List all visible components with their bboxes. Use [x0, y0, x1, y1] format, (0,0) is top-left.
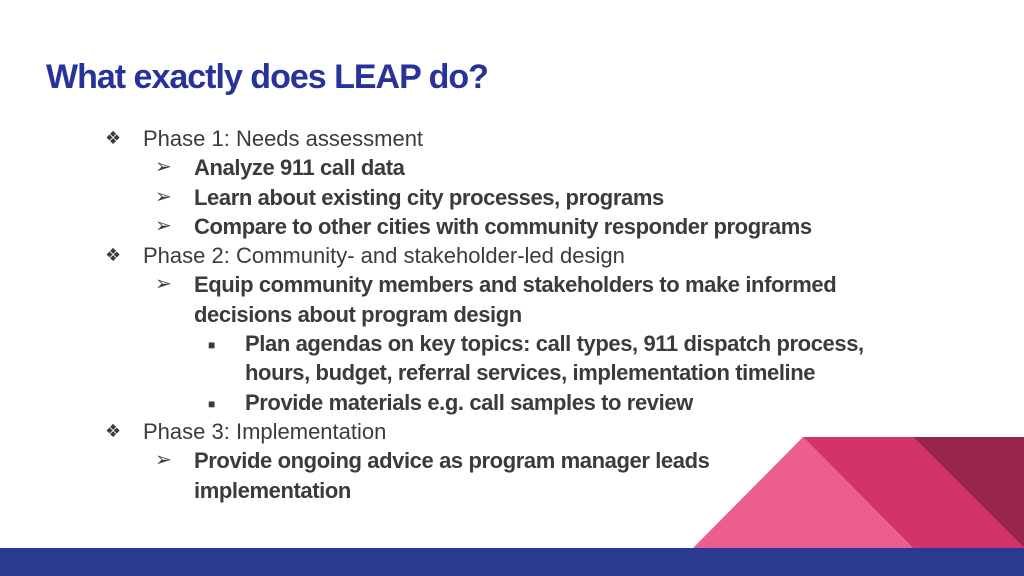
sub-bullet [105, 270, 945, 299]
sub-bullet-continuation: implementation [194, 477, 351, 503]
square-bullet-icon: ■ [208, 338, 215, 353]
sub-bullet [105, 446, 945, 475]
sub-bullet [105, 183, 945, 212]
arrow-bullet-icon: ➢ [155, 185, 172, 208]
diamond-bullet-icon: ❖ [105, 245, 122, 266]
sub-sub-bullet [105, 329, 945, 358]
bullet-text: Compare to other cities with community responder programs [194, 213, 812, 239]
arrow-bullet-icon: ➢ [155, 214, 172, 237]
arrow-bullet-icon: ➢ [155, 273, 172, 296]
footer-bar [0, 548, 1024, 576]
sub-bullet-continuation: decisions about program design [194, 301, 522, 327]
sub-sub-bullet-continuation: hours, budget, referral services, implementation timeline [245, 360, 816, 386]
bullet-list [105, 124, 945, 505]
bullet-phase-2 [105, 241, 945, 270]
bullet-text: Provide ongoing advice as program manager leads [194, 448, 710, 474]
diamond-bullet-icon: ❖ [105, 420, 122, 441]
bullet-text: Plan agendas on key topics: call types, 911 dispatch process, [245, 331, 864, 357]
bullet-text: Equip community members and stakeholders to make informed [194, 272, 837, 298]
sub-bullet [105, 212, 945, 241]
arrow-bullet-icon: ➢ [155, 449, 172, 472]
bullet-text: Analyze 911 call data [194, 155, 405, 181]
arrow-bullet-icon: ➢ [155, 156, 172, 179]
diamond-bullet-icon: ❖ [105, 128, 122, 148]
bullet-text: Learn about existing city processes, programs [194, 184, 664, 210]
sub-sub-bullet [105, 388, 945, 417]
bullet-text: Phase 1: Needs assessment [143, 126, 424, 151]
bullet-phase-3 [105, 417, 945, 446]
square-bullet-icon: ■ [208, 396, 215, 411]
bullet-text: Provide materials e.g. call samples to review [245, 389, 693, 415]
bullet-text: Phase 2: Community- and stakeholder-led design [143, 243, 625, 269]
slide-title: What exactly does LEAP do? [46, 58, 488, 96]
bullet-text: Phase 3: Implementation [143, 418, 387, 444]
sub-bullet [105, 153, 945, 182]
bullet-phase-1 [105, 124, 945, 153]
